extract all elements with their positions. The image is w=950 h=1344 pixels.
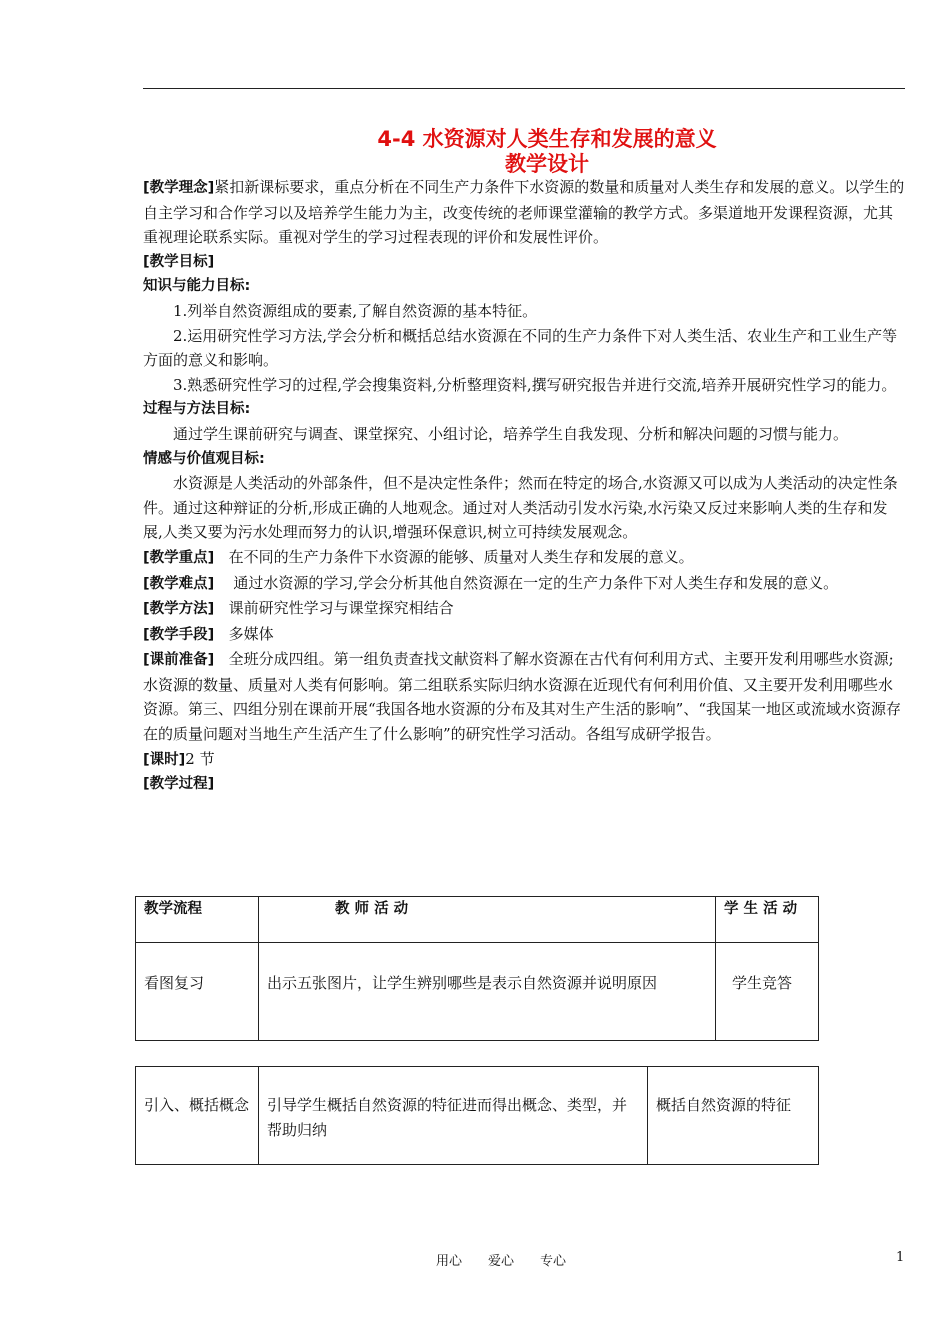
difficulty [143, 571, 906, 597]
preparation-label: [课前准备] [143, 652, 215, 669]
emotion-goal-heading: 情感与价值观目标: [143, 450, 265, 467]
knowledge-heading: 知识与能力目标: [143, 278, 251, 295]
means [143, 622, 906, 648]
preparation [143, 647, 906, 746]
process-table-1 [135, 896, 819, 1041]
row1-student: 学生竞答 [716, 943, 819, 1041]
hours-text: 2 节 [185, 749, 215, 768]
process-goal-heading: 过程与方法目标: [143, 401, 251, 418]
footer-motto [436, 1250, 592, 1269]
row2-flow: 引入、概括概念 [136, 1067, 259, 1165]
process-goal-text: 通过学生课前研究与调查、课堂探究、小组讨论，培养学生自我发现、分析和解决问题的习惯与能力。 [173, 424, 849, 443]
philosophy-text: 紧扣新课标要求，重点分析在不同生产力条件下水资源的数量和质量对人类生存和发展的意义。以学生的自主学习和合作学习以及培养学生能力为主，改变传统的老师课堂灌输的教学方式。多渠道地开发课程资源，尤其重视理论联系实际。重视对学生的学习过程表现的评价和发展性评价。 [143, 178, 905, 247]
row1-flow: 看图复习 [136, 943, 259, 1041]
philosophy-paragraph [143, 175, 906, 250]
method-text: 课前研究性学习与课堂探究相结合 [228, 599, 454, 618]
process-table-2 [135, 1066, 819, 1165]
emotion-goal-text: 水资源是人类活动的外部条件，但不是决定性条件；然而在特定的场合,水资源又可以成为人类活动的决定性条件。通过这种辩证的分析,形成正确的人地观念。通过对人类活动引发水污染,水污染又反过来影响人类的生存和发展,人类又要为污水处理而努力的认识,增强环保意识,树立可持续发展观念。 [143, 474, 898, 542]
header-flow: 教学流程 [136, 897, 259, 943]
key-point-label: [教学重点] [143, 549, 215, 566]
means-text: 多媒体 [228, 624, 274, 643]
means-label: [教学手段] [143, 626, 215, 643]
knowledge-item: 2.运用研究性学习方法,学会分析和概括总结水资源在不同的生产力条件下对人类生活、农业生产和工业生产等方面的意义和影响。 [143, 326, 898, 370]
page-title: 4-4 水资源对人类生存和发展的意义 [377, 127, 717, 151]
difficulty-text: 通过水资源的学习,学会分析其他自然资源在一定的生产力条件下对人类生存和发展的意义。 [233, 573, 839, 592]
key-point-text: 在不同的生产力条件下水资源的能够、质量对人类生存和发展的意义。 [228, 547, 694, 566]
table-header-row [136, 897, 819, 943]
row2-teacher: 引导学生概括自然资源的特征进而得出概念、类型，并帮助归纳 [259, 1067, 648, 1165]
row1-teacher: 出示五张图片，让学生辨别哪些是表示自然资源并说明原因 [259, 943, 716, 1041]
header-student: 学 生 活 动 [716, 897, 819, 943]
difficulty-label: [教学难点] [143, 575, 215, 592]
teaching-process-heading: [教学过程] [143, 776, 215, 793]
table-row [136, 943, 819, 1041]
page-subtitle: 教学设计 [505, 152, 589, 176]
row2-student: 概括自然资源的特征 [648, 1067, 819, 1165]
hours [143, 747, 906, 773]
footer-motto-item: 专心 [540, 1254, 567, 1269]
header-rule [143, 88, 905, 89]
method [143, 596, 906, 622]
philosophy-label: [教学理念] [143, 180, 215, 196]
header-teacher: 教 师 活 动 [259, 897, 716, 943]
method-label: [教学方法] [143, 601, 215, 618]
footer-motto-item: 用心 [436, 1254, 463, 1269]
knowledge-item: 3.熟悉研究性学习的过程,学会搜集资料,分析整理资料,撰写研究报告并进行交流,培养开展研究性学习的能力。 [173, 375, 897, 394]
hours-label: [课时] [143, 751, 186, 768]
footer-motto-item: 爱心 [488, 1254, 515, 1269]
key-point [143, 545, 906, 571]
knowledge-item: 1.列举自然资源组成的要素,了解自然资源的基本特征。 [173, 301, 538, 320]
table-row [136, 1067, 819, 1165]
page-number: 1 [896, 1250, 905, 1265]
document-body [143, 175, 906, 797]
goals-heading: [教学目标] [143, 253, 215, 270]
preparation-text: 全班分成四组。第一组负责查找文献资料了解水资源在古代有何利用方式、主要开发利用哪些水资源;水资源的数量、质量对人类有何影响。第二组联系实际归纳水资源在近现代有何利用价值、又主要开发利用哪些水资源。第三、四组分别在课前开展“我国各地水资源的分布及其对生产生活的影响”、“我国某一地区或流域水资源存在的质量问题对当地生产生活产生了什么影响”的研究性学习活动。各组写成研学报告。 [143, 650, 902, 744]
